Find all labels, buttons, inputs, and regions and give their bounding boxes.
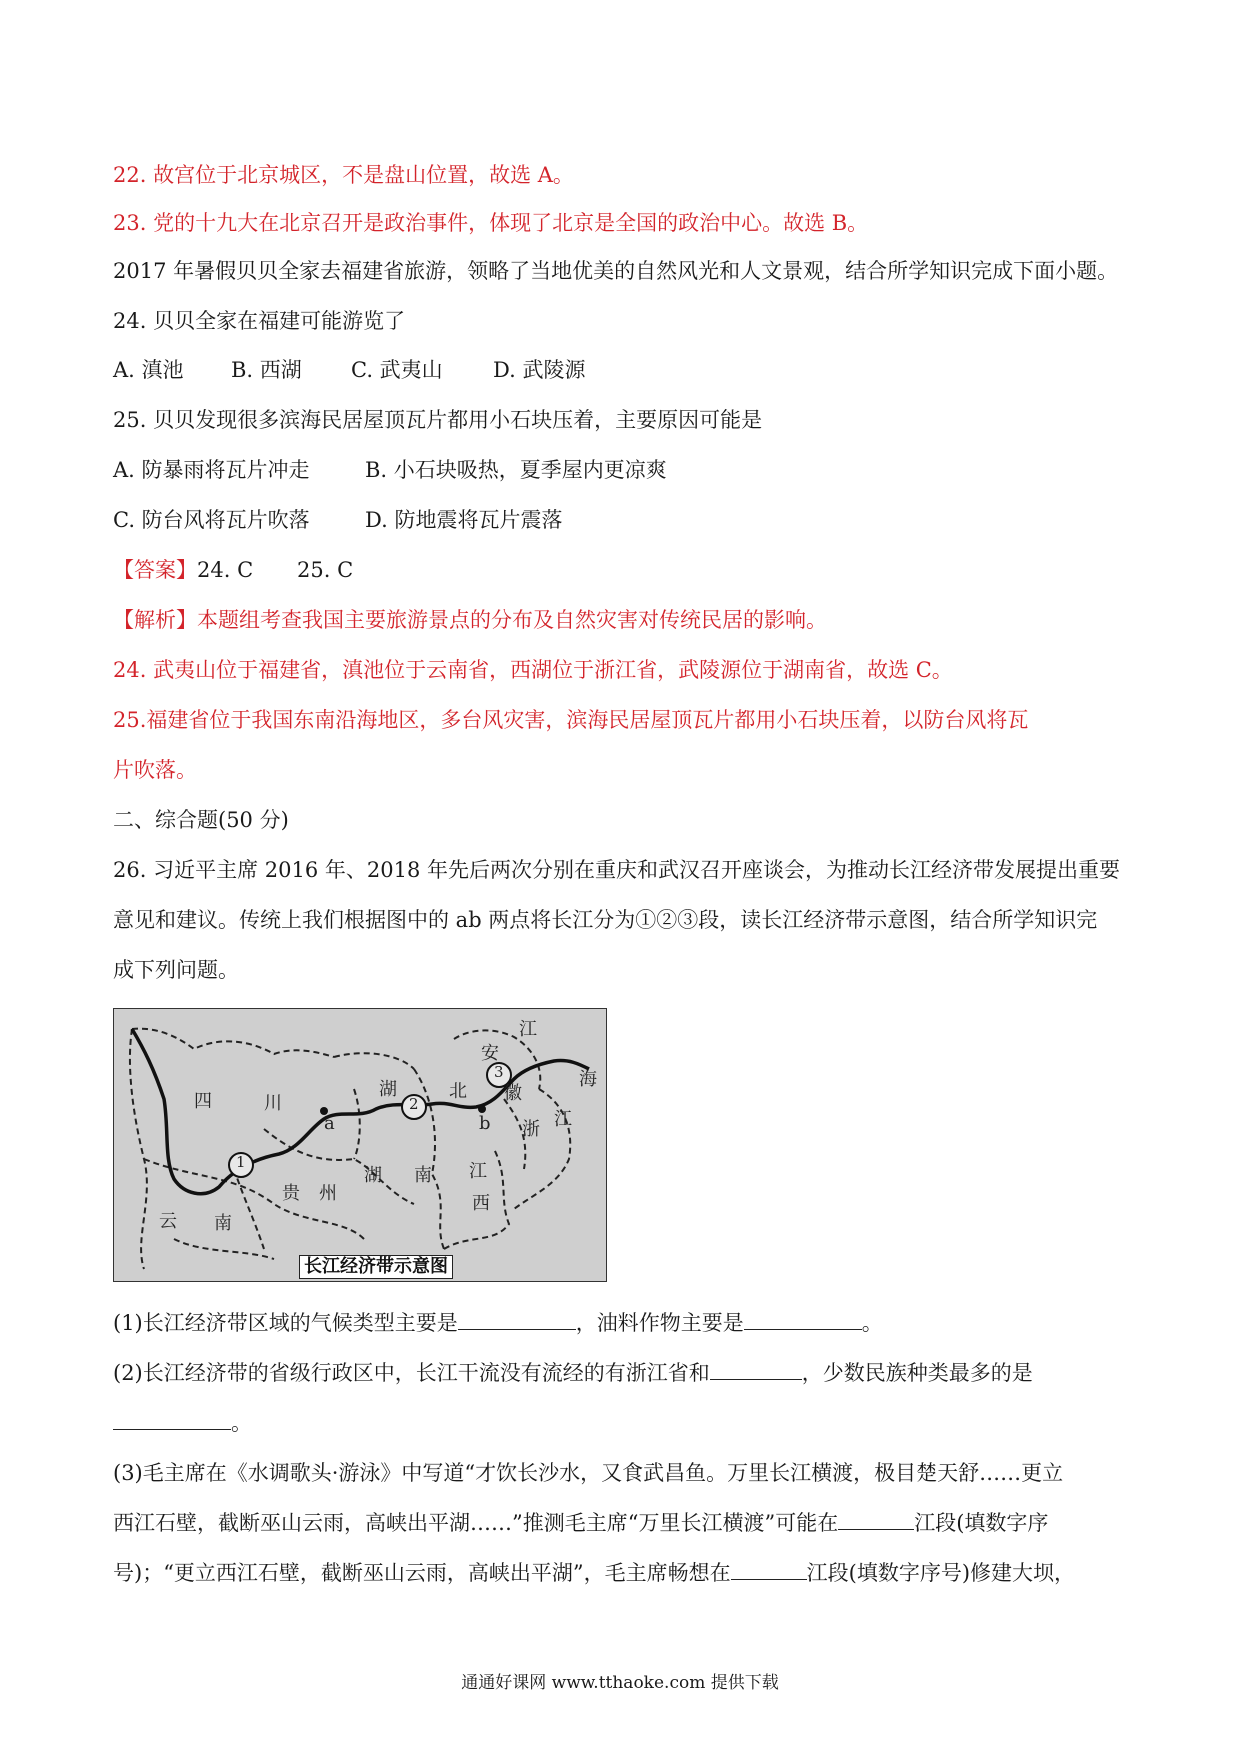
label-sichuan-2: 川 <box>264 1093 282 1114</box>
label-yunnan-1: 云 <box>159 1211 177 1232</box>
sub-question-2 <box>113 1358 1033 1388</box>
sub-question-3-line1: (3)毛主席在《水调歌头·游泳》中写道“才饮长沙水，又食武昌鱼。万里长江横渡，极目楚天舒……更立 <box>113 1461 1064 1485</box>
explanation-23: 23. 党的十九大在北京召开是政治事件，体现了北京是全国的政治中心。故选 B。 <box>113 211 869 235</box>
label-anhui-1: 安 <box>481 1043 499 1064</box>
sub-question-1-text-b: ，油料作物主要是 <box>575 1311 744 1335</box>
sub-question-3-text-d: 江段(填数字序号)修建大坝， <box>806 1561 1076 1585</box>
option-c: C. 防台风将瓦片吹落 <box>113 508 310 532</box>
option-d: D. 武陵源 <box>493 358 586 382</box>
label-guizhou-2: 州 <box>319 1183 337 1204</box>
option-d: D. 防地震将瓦片震落 <box>365 508 563 532</box>
sub-question-2-text-c: 。 <box>231 1411 252 1435</box>
section-heading: 二、综合题(50 分) <box>113 808 289 832</box>
sub-question-2-text-b: ，少数民族种类最多的是 <box>801 1361 1033 1385</box>
answer-tag: 【答案】 <box>113 558 197 582</box>
label-zhejiang-2: 江 <box>554 1109 572 1130</box>
label-sichuan-1: 四 <box>194 1091 212 1112</box>
sub-question-3-line3 <box>113 1558 1075 1588</box>
analysis-line <box>113 605 827 635</box>
label-anhui-2: 徽 <box>504 1083 522 1104</box>
option-a: A. 滇池 <box>113 358 184 382</box>
sub-question-2-cont <box>113 1408 252 1438</box>
label-shanghai: 海 <box>579 1069 597 1090</box>
question-26-line3: 成下列问题。 <box>113 958 239 982</box>
answer-25: 25. C <box>297 558 354 582</box>
label-yunnan-2: 南 <box>214 1213 232 1234</box>
answer-blank-dam-segment[interactable] <box>731 1559 807 1580</box>
label-segment-1: 1 <box>236 1153 246 1171</box>
explanation-25-line1: 25.福建省位于我国东南沿海地区，多台风灾害，滨海民居屋顶瓦片都用小石块压着，以防台风将瓦 <box>113 708 1029 732</box>
analysis-tag: 【解析】 <box>113 608 197 632</box>
answer-line <box>113 555 353 585</box>
label-hunan-1: 湖 <box>364 1165 382 1186</box>
label-segment-2: 2 <box>409 1095 419 1113</box>
yangtze-economic-belt-map <box>113 1008 607 1282</box>
answer-blank-climate[interactable] <box>458 1309 576 1330</box>
sub-question-1 <box>113 1308 883 1338</box>
label-zhejiang-1: 浙 <box>522 1119 540 1140</box>
option-a: A. 防暴雨将瓦片冲走 <box>113 458 310 482</box>
question-26-line1: 26. 习近平主席 2016 年、2018 年先后两次分别在重庆和武汉召开座谈会，为推动长江经济带发展提出重要 <box>113 858 1120 882</box>
answer-blank-minority[interactable] <box>113 1409 231 1430</box>
sub-question-3-text-a: 西江石壁，截断巫山云雨，高峡出平湖……”推测毛主席“万里长江横渡”可能在 <box>113 1511 839 1535</box>
option-b: B. 西湖 <box>231 358 302 382</box>
map-drawing <box>114 1009 607 1282</box>
label-hubei-1: 湖 <box>379 1079 397 1100</box>
answer-blank-oil-crop[interactable] <box>744 1309 862 1330</box>
sub-question-3-text-c: 号)；“更立西江石壁，截断巫山云雨，高峡出平湖”，毛主席畅想在 <box>113 1561 731 1585</box>
option-b: B. 小石块吸热，夏季屋内更凉爽 <box>365 458 667 482</box>
question-25-options-ab <box>113 455 667 485</box>
question-intro: 2017 年暑假贝贝全家去福建省旅游，领略了当地优美的自然风光和人文景观，结合所学知识完成下面小题。 <box>113 259 1119 283</box>
analysis-text: 本题组考查我国主要旅游景点的分布及自然灾害对传统民居的影响。 <box>197 608 827 632</box>
label-jiangxi-2: 西 <box>472 1193 490 1214</box>
label-hubei-2: 北 <box>449 1081 467 1102</box>
page-footer: 通通好课网 www.tthaoke.com 提供下载 <box>461 1673 779 1693</box>
question-24: 24. 贝贝全家在福建可能游览了 <box>113 309 406 333</box>
explanation-22: 22. 故宫位于北京城区，不是盘山位置，故选 A。 <box>113 163 574 187</box>
answer-24: 24. C <box>197 558 254 582</box>
question-24-options <box>113 355 585 385</box>
sub-question-3-text-b: 江段(填数字序 <box>914 1511 1049 1535</box>
label-jiangxi-1: 江 <box>469 1161 487 1182</box>
question-25: 25. 贝贝发现很多滨海民居屋顶瓦片都用小石块压着，主要原因可能是 <box>113 408 763 432</box>
explanation-24: 24. 武夷山位于福建省，滇池位于云南省，西湖位于浙江省，武陵源位于湖南省，故选 C。 <box>113 658 953 682</box>
map-caption: 长江经济带示意图 <box>299 1255 453 1279</box>
explanation-25-line2: 片吹落。 <box>113 758 197 782</box>
label-point-a: a <box>324 1113 335 1134</box>
label-hunan-2: 南 <box>414 1165 432 1186</box>
sub-question-1-text-c: 。 <box>861 1311 883 1335</box>
option-c: C. 武夷山 <box>351 358 443 382</box>
sub-question-3-line2 <box>113 1508 1048 1538</box>
label-jiangsu: 江 <box>519 1019 537 1040</box>
question-26-line2: 意见和建议。传统上我们根据图中的 ab 两点将长江分为①②③段，读长江经济带示意图，结合所学知识完 <box>113 908 1098 932</box>
sub-question-1-text-a: (1)长江经济带区域的气候类型主要是 <box>113 1311 458 1335</box>
label-point-b: b <box>479 1113 491 1134</box>
answer-blank-crossing-segment[interactable] <box>838 1509 914 1530</box>
label-guizhou-1: 贵 <box>282 1183 300 1204</box>
label-segment-3: 3 <box>494 1063 504 1081</box>
answer-blank-province[interactable] <box>710 1359 802 1380</box>
question-25-options-cd <box>113 505 562 535</box>
sub-question-2-text-a: (2)长江经济带的省级行政区中，长江干流没有流经的有浙江省和 <box>113 1361 710 1385</box>
